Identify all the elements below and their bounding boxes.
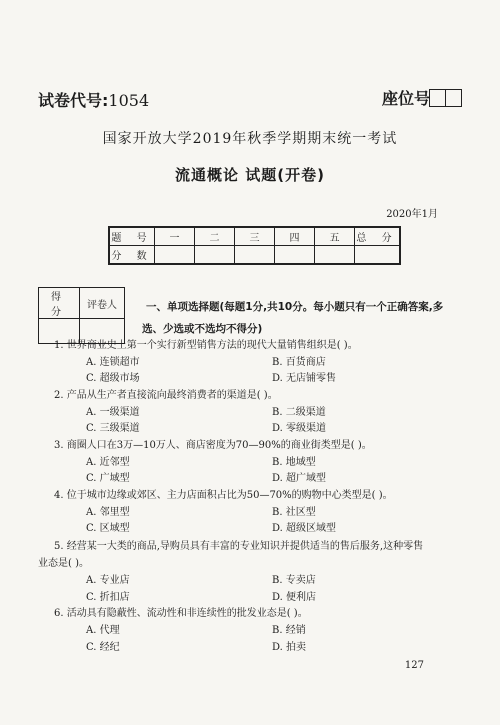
university-title: 国家开放大学2019年秋季学期期末统一考试 — [102, 131, 398, 147]
score-cell — [315, 246, 355, 265]
option: B. 专卖店 — [272, 575, 316, 586]
exam-code-label: 试卷代号: — [38, 91, 109, 110]
score-table-header: 四 — [275, 227, 315, 246]
score-table-header: 五 — [315, 227, 355, 246]
score-cell — [155, 246, 195, 265]
score-cell — [275, 246, 315, 265]
option: D. 超广域型 — [272, 473, 327, 484]
option: B. 经销 — [272, 625, 306, 636]
exam-date: 2020年1月 — [386, 209, 438, 220]
score-table — [108, 226, 401, 265]
option: C. 广域型 — [86, 473, 130, 484]
score-table-header: 题 号 — [109, 227, 155, 246]
option: C. 折扣店 — [86, 592, 130, 603]
page-number: 127 — [404, 660, 424, 671]
option: C. 区域型 — [86, 523, 130, 534]
section-title — [142, 296, 476, 340]
seat-label: 座位号 — [381, 89, 430, 108]
question-stem: 4. 位于城市边缘或郊区、主力店面积占比为50—70%的购物中心类型是( )。 — [54, 490, 393, 501]
option: A. 近邻型 — [86, 457, 130, 468]
option: B. 社区型 — [272, 507, 316, 518]
question-stem: 3. 商圈人口在3万—10万人、商店密度为70—90%的商业街类型是( )。 — [54, 440, 372, 451]
option: C. 三级渠道 — [86, 423, 140, 434]
option: D. 拍卖 — [272, 642, 307, 653]
option: B. 百货商店 — [272, 357, 326, 368]
section-title-line: 一、单项选择题(每题1分,共10分。每小题只有一个正确答案,多 — [146, 301, 444, 313]
question-stem: 6. 活动具有隐蔽性、流动性和非连续性的批发业态是( )。 — [54, 608, 308, 619]
option: A. 邻里型 — [86, 507, 130, 518]
grader-table — [38, 287, 125, 344]
option: D. 超级区域型 — [272, 523, 337, 534]
question-stem-continued: 业态是( )。 — [38, 558, 89, 569]
course-title: 流通概论 试题(开卷) — [175, 166, 325, 184]
score-table-header: 总 分 — [355, 227, 401, 246]
option: D. 无店铺零售 — [272, 373, 337, 384]
question-stem: 5. 经营某一大类的商品,导购员具有丰富的专业知识并提供适当的售后服务,这种零售 — [54, 541, 424, 552]
seat-number — [382, 86, 462, 109]
option: D. 零级渠道 — [272, 423, 327, 434]
score-table-header: 二 — [195, 227, 235, 246]
section-title-line: 选、少选或不选均不得分) — [142, 323, 263, 335]
option: D. 便利店 — [272, 592, 317, 603]
score-cell — [355, 246, 401, 265]
option: A. 专业店 — [86, 575, 130, 586]
option: A. 代理 — [86, 625, 120, 636]
exam-code — [38, 88, 149, 111]
option: C. 经纪 — [86, 642, 120, 653]
score-cell — [195, 246, 235, 265]
question-stem: 2. 产品从生产者直接流向最终消费者的渠道是( )。 — [54, 390, 278, 401]
option: A. 一级渠道 — [86, 407, 140, 418]
grader-score-label: 得 分 — [39, 288, 80, 319]
score-table-header: 一 — [155, 227, 195, 246]
score-table-header: 三 — [235, 227, 275, 246]
option: B. 地域型 — [272, 457, 316, 468]
seat-box — [445, 89, 462, 107]
score-cell — [235, 246, 275, 265]
seat-box — [429, 89, 446, 107]
question-stem: 1. 世界商业史上第一个实行新型销售方法的现代大量销售组织是( )。 — [54, 340, 358, 351]
option: A. 连锁超市 — [86, 357, 140, 368]
option: C. 超级市场 — [86, 373, 140, 384]
score-row-label: 分 数 — [109, 246, 155, 265]
exam-code-value: 1054 — [108, 91, 150, 110]
grader-name-label: 评卷人 — [80, 288, 125, 319]
option: B. 二级渠道 — [272, 407, 326, 418]
